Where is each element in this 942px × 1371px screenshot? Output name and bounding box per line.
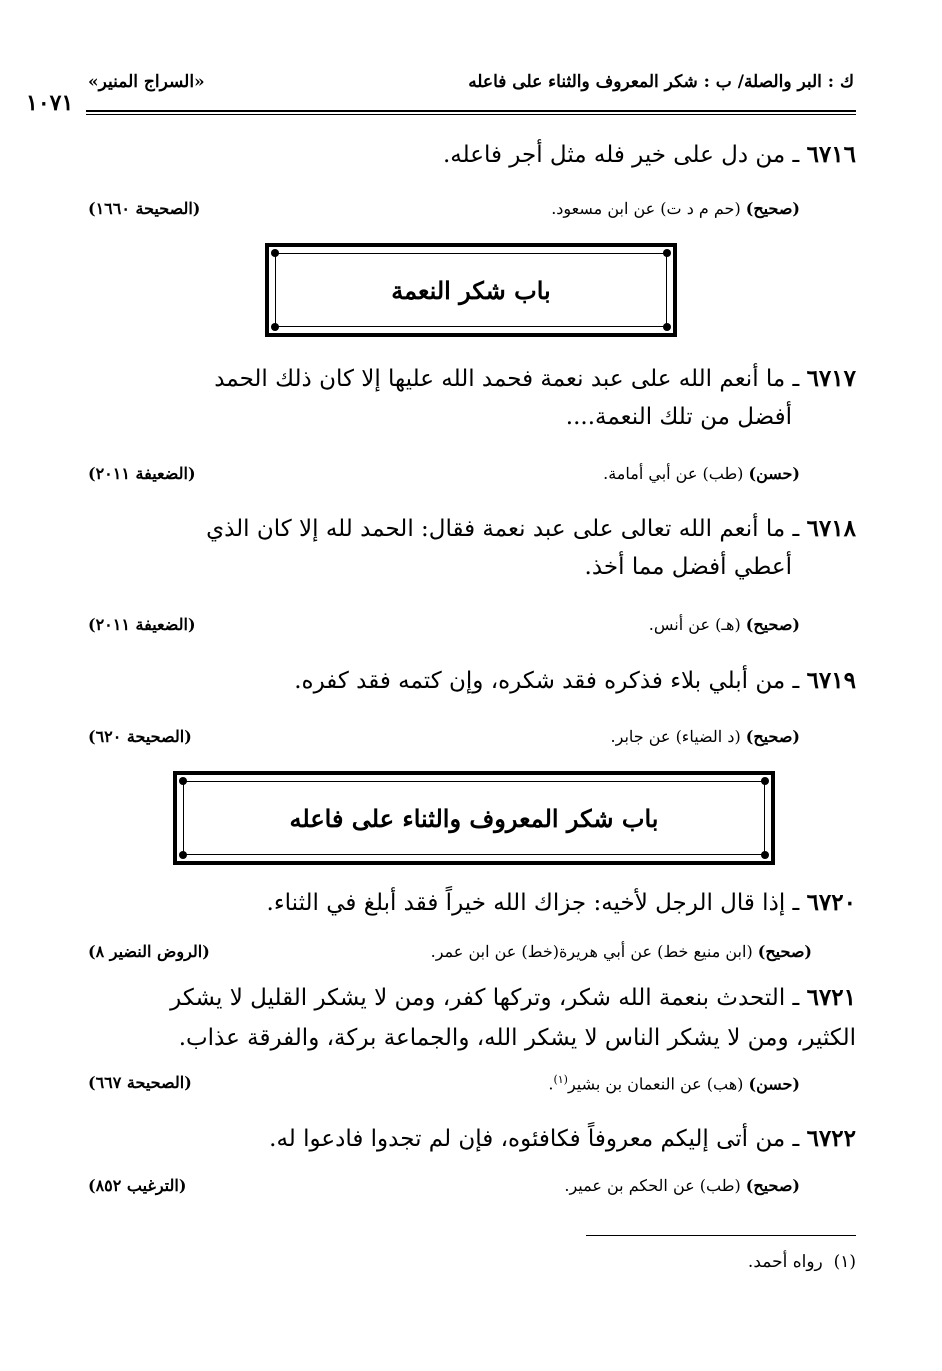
header-rule (86, 110, 856, 112)
hadith-source (611, 727, 800, 746)
source-text: (د الضياء) عن جابر. (610, 727, 741, 746)
hadith-number: ٦٧١٦ (806, 141, 856, 168)
source-text: (هـ) عن أنس. (648, 615, 741, 634)
hadith-source (603, 464, 800, 483)
grade: (حسن) (748, 1074, 800, 1094)
hadith-text: ـ من أبلي بلاء فذكره فقد شكره، وإن كتمه فقد كفره. (294, 668, 800, 694)
hadith-text: ـ ما أنعم الله تعالى على عبد نعمة فقال: الحمد لله إلا كان الذي (206, 516, 800, 542)
hadith-6718-line2 (86, 544, 856, 590)
hadith-reference: (الصحيحة ٦٦٧) (88, 1073, 192, 1092)
hadith-6721-line2 (86, 1015, 856, 1061)
running-header-title: ك : البر والصلة/ ب : شكر المعروف والثناء على فاعله (468, 72, 854, 92)
hadith-text: ـ التحدث بنعمة الله شكر، وتركها كفر، ومن لا يشكر القليل لا يشكر (170, 985, 800, 1011)
grade: (حسن) (748, 464, 800, 483)
footnote (748, 1252, 856, 1272)
footnote-text: رواه أحمد. (747, 1252, 823, 1272)
hadith-reference: (الصحيحة ٦٢٠) (88, 727, 192, 746)
hadith-6716 (86, 132, 856, 178)
chapter-title: باب شكر المعروف والثناء على فاعله (289, 803, 659, 833)
source-text: (ابن منيع خط) عن أبي هريرة(خط) عن ابن عمر. (430, 942, 753, 961)
hadith-6722 (86, 1116, 856, 1162)
grade: (صحيح) (757, 942, 812, 961)
hadith-number: ٦٧١٧ (806, 365, 856, 392)
chapter-title: باب شكر النعمة (391, 275, 551, 305)
source-text: (حم م د ت) عن ابن مسعود. (551, 199, 741, 218)
hadith-source (564, 1176, 800, 1195)
hadith-number: ٦٧٢١ (806, 984, 856, 1011)
chapter-heading-box (173, 771, 775, 865)
page-number: ١٠٧١ (26, 90, 74, 116)
hadith-text: الكثير، ومن لا يشكر الناس لا يشكر الله، والجماعة بركة، والفرقة عذاب. (178, 1025, 856, 1051)
hadith-text: ـ ما أنعم الله على عبد نعمة فحمد الله عليها إلا كان ذلك الحمد (214, 366, 800, 392)
grade: (صحيح) (745, 615, 800, 634)
hadith-6719 (86, 658, 856, 704)
source-text: (طب) عن الحكم بن عمير. (564, 1176, 741, 1195)
footnote-number: (١) (833, 1252, 856, 1272)
hadith-source (548, 1073, 800, 1093)
grade: (صحيح) (745, 727, 800, 746)
hadith-number: ٦٧١٨ (806, 515, 856, 542)
hadith-reference: (الترغيب ٨٥٢) (88, 1176, 187, 1195)
header-rule-thin (86, 114, 856, 115)
footnote-rule (586, 1235, 856, 1236)
hadith-reference: (الضعيفة ٢٠١١) (88, 615, 196, 634)
source-text: (هب) عن النعمان بن بشير (567, 1074, 744, 1094)
grade: (صحيح) (745, 1176, 800, 1195)
running-header-book: «السراج المنير» (88, 72, 205, 92)
hadith-number: ٦٧١٩ (806, 667, 856, 694)
hadith-number: ٦٧٢٠ (806, 889, 856, 916)
hadith-text: ـ من دل على خير فله مثل أجر فاعله. (443, 142, 800, 168)
hadith-text: ـ من أتى إليكم معروفاً فكافئوه، فإن لم تجدوا فادعوا له. (269, 1126, 800, 1152)
hadith-reference: (الضعيفة ٢٠١١) (88, 464, 196, 483)
source-text: (طب) عن أبي أمامة. (603, 464, 744, 483)
hadith-6717-line2 (86, 394, 856, 440)
hadith-source (551, 199, 800, 218)
hadith-source (431, 942, 812, 961)
hadith-text: أفضل من تلك النعمة.... (565, 404, 792, 430)
hadith-text: أعطي أفضل مما أخذ. (584, 554, 792, 580)
hadith-reference: (الصحيحة ١٦٦٠) (88, 199, 201, 218)
hadith-6720 (86, 880, 856, 926)
hadith-text: ـ إذا قال الرجل لأخيه: جزاك الله خيراً فقد أبلغ في الثناء. (266, 890, 800, 916)
hadith-number: ٦٧٢٢ (806, 1125, 856, 1152)
footnote-marker[interactable]: (١) (553, 1073, 568, 1086)
grade: (صحيح) (745, 199, 800, 218)
source-end: . (548, 1074, 554, 1094)
hadith-source (649, 615, 800, 634)
hadith-reference: (الروض النضير ٨) (88, 942, 210, 961)
chapter-heading-box (265, 243, 677, 337)
